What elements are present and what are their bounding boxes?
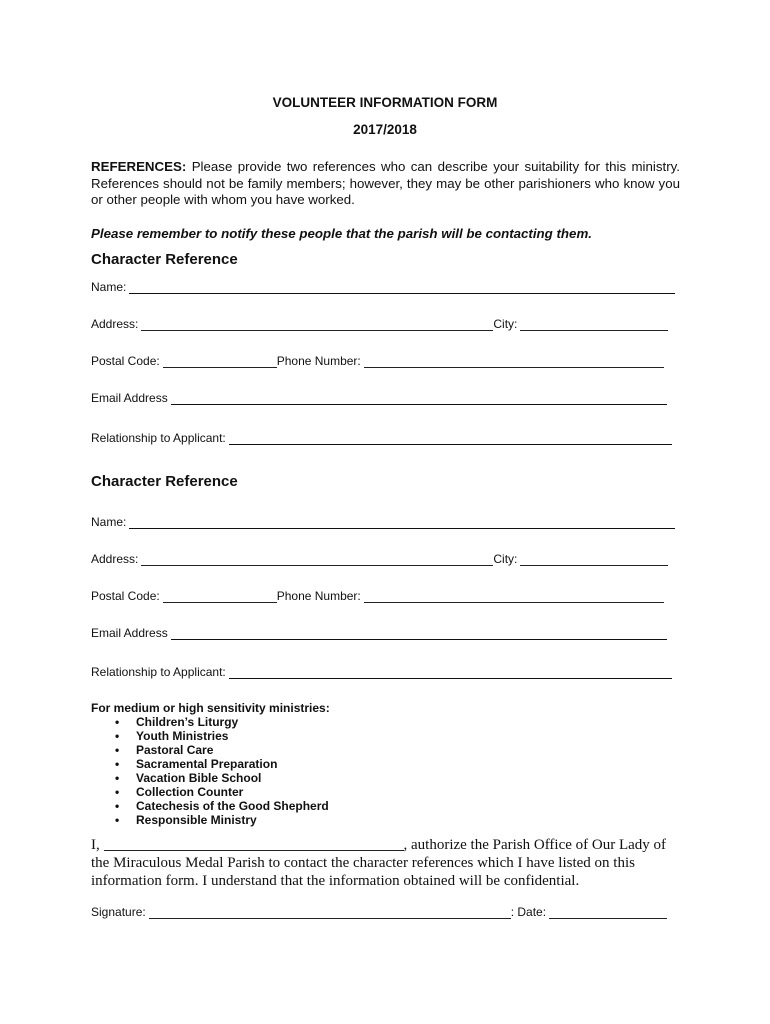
reference-2-email-field[interactable] [171,627,667,640]
list-item: • Children’s Liturgy [91,715,329,729]
reference-1-name-row [91,280,675,294]
reference-1-postal-field[interactable] [163,355,277,368]
email-label: Email Address [91,626,168,640]
reference-2-relationship-row [91,665,672,679]
list-item: • Youth Ministries [91,729,329,743]
name-label: Name: [91,515,127,529]
signature-label: Signature: [91,905,146,919]
reference-1-relationship-row [91,431,672,445]
city-label: City: [493,317,518,331]
form-year: 2017/2018 [353,122,417,137]
reference-1-phone-field[interactable] [364,355,664,368]
reference-2-name-row [91,515,675,529]
city-label: City: [493,552,518,566]
reference-1-email-row [91,391,667,405]
applicant-name-field[interactable] [104,836,404,851]
postal-code-label: Postal Code: [91,354,160,368]
reference-1-name-field[interactable] [129,281,675,294]
authorization-text: , authorize the Parish Office of Our Lady of the Miraculous Medal Parish to contact the character references which I have listed on this information form. I understand that the information obtained will be confidential. [91,837,667,889]
reference-2-postal-field[interactable] [163,590,277,603]
list-item: • Collection Counter [91,785,329,799]
reference-2-name-field[interactable] [129,516,675,529]
list-item: • Catechesis of the Good Shepherd [91,799,329,813]
references-text: Please provide two references who can describe your suitability for this ministry. References should not be family members; however, they may be other parishioners who know you or other people with whom you have worked. [91,159,680,207]
form-title: VOLUNTEER INFORMATION FORM [272,95,498,110]
reference-1-postal-row [91,354,664,368]
email-label: Email Address [91,391,168,405]
references-intro [91,159,680,209]
ministry-list [91,715,329,827]
authorization-prefix: I, [91,837,104,853]
name-label: Name: [91,280,127,294]
reference-2-heading: Character Reference [91,473,238,490]
reference-2-phone-field[interactable] [364,590,664,603]
references-label: REFERENCES: [91,159,187,174]
relationship-label: Relationship to Applicant: [91,431,226,445]
address-label: Address: [91,552,139,566]
notify-note: Please remember to notify these people that the parish will be contacting them. [91,226,592,241]
reference-2-city-field[interactable] [520,553,668,566]
date-field[interactable] [549,906,667,919]
reference-1-address-field[interactable] [141,318,493,331]
signature-field[interactable] [149,906,511,919]
reference-1-address-row [91,317,668,331]
reference-2-address-row [91,552,668,566]
reference-1-city-field[interactable] [520,318,668,331]
list-item: • Vacation Bible School [91,771,329,785]
relationship-label: Relationship to Applicant: [91,665,226,679]
reference-2-email-row [91,626,667,640]
reference-1-email-field[interactable] [171,392,667,405]
reference-2-address-field[interactable] [141,553,493,566]
reference-2-relationship-field[interactable] [229,666,672,679]
list-item: • Responsible Ministry [91,813,329,827]
postal-code-label: Postal Code: [91,589,160,603]
signature-row [91,905,667,919]
phone-label: Phone Number: [276,589,361,603]
sensitivity-title: For medium or high sensitivity ministries: [91,701,330,715]
reference-1-relationship-field[interactable] [229,432,672,445]
list-item: • Sacramental Preparation [91,757,329,771]
date-label: : Date: [510,905,547,919]
authorization-paragraph [91,836,680,890]
phone-label: Phone Number: [276,354,361,368]
reference-1-heading: Character Reference [91,251,238,268]
reference-2-postal-row [91,589,664,603]
list-item: • Pastoral Care [91,743,329,757]
address-label: Address: [91,317,139,331]
